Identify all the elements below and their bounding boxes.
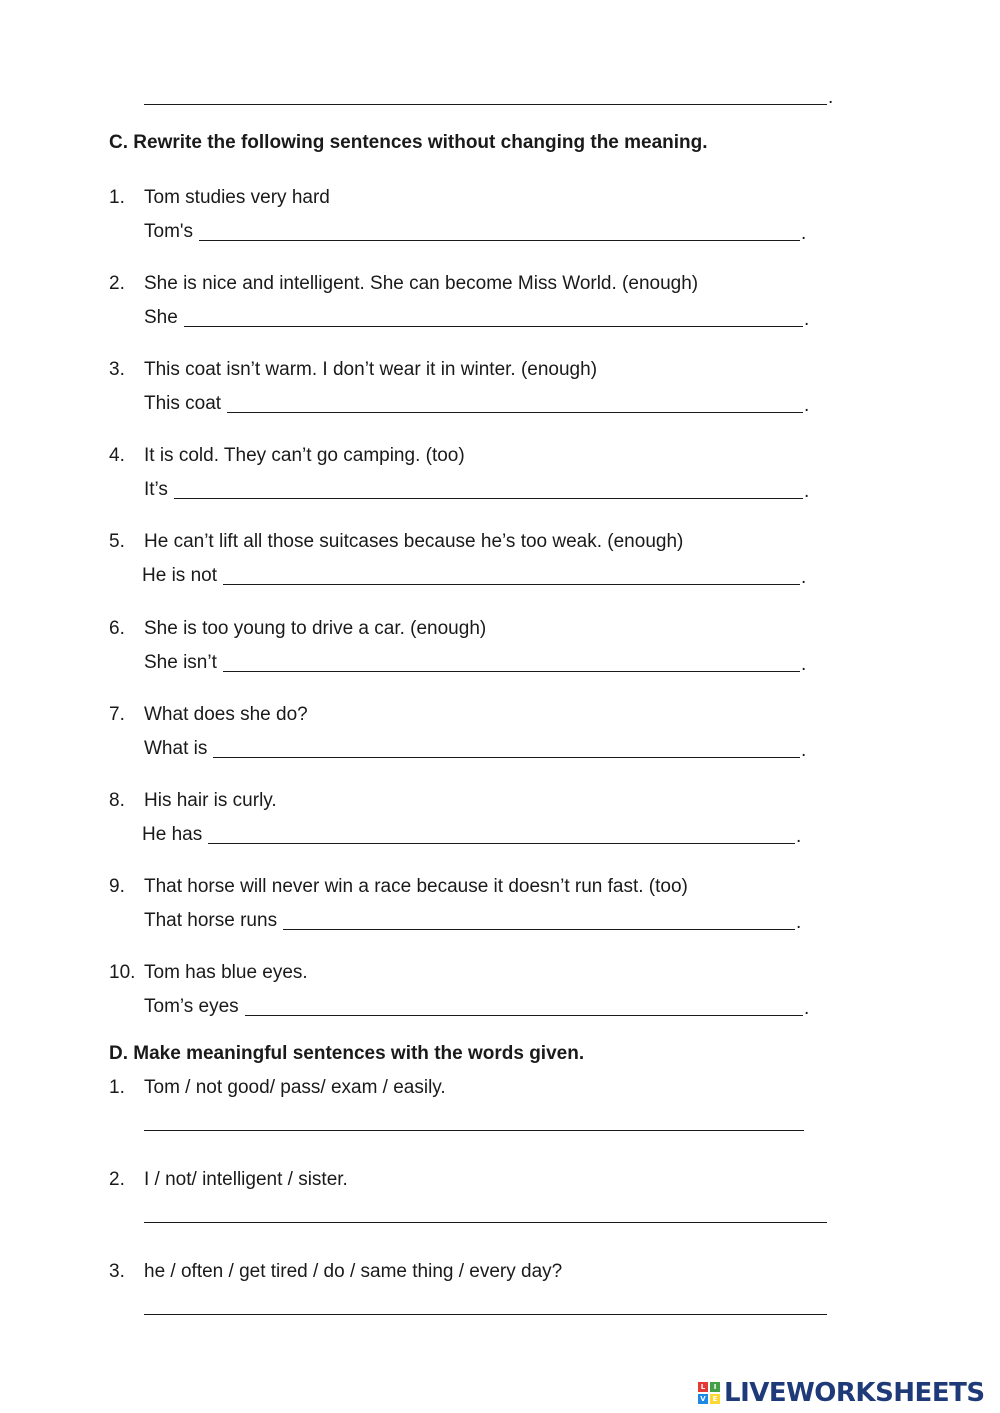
item-prompt: She	[144, 307, 178, 328]
answer-line[interactable]	[227, 412, 803, 413]
logo-mark-letter: E	[710, 1394, 720, 1404]
item-number: 10.	[109, 962, 136, 983]
answer-line[interactable]	[223, 584, 800, 585]
item-prompt: Tom's	[144, 221, 194, 242]
item-sentence: His hair is curly.	[144, 790, 277, 811]
item-words: I / not/ intelligent / sister.	[144, 1169, 348, 1190]
item-sentence: That horse will never win a race because it doesn’t run fast. (too)	[144, 876, 688, 897]
item-number: 2.	[109, 273, 125, 294]
item-sentence: This coat isn’t warm. I don’t wear it in winter. (enough)	[144, 359, 598, 380]
item-number: 3.	[109, 1261, 125, 1282]
item-sentence: She is too young to drive a car. (enough)	[144, 618, 487, 639]
item-number: 1.	[109, 187, 125, 208]
item-number: 9.	[109, 876, 125, 897]
item-sentence: What does she do?	[144, 704, 308, 725]
item-number: 6.	[109, 618, 125, 639]
item-number: 5.	[109, 531, 125, 552]
item-prompt: Tom’s eyes	[144, 996, 239, 1017]
answer-line[interactable]	[184, 326, 803, 327]
answer-line[interactable]	[283, 929, 795, 930]
item-number: 1.	[109, 1077, 125, 1098]
period: .	[828, 87, 834, 108]
item-sentence: Tom studies very hard	[144, 187, 330, 208]
period: .	[804, 998, 810, 1019]
answer-line[interactable]	[174, 498, 803, 499]
period: .	[804, 481, 810, 502]
answer-line[interactable]	[245, 1015, 803, 1016]
item-number: 4.	[109, 445, 125, 466]
item-words: he / often / get tired / do / same thing / every day?	[144, 1261, 563, 1282]
item-prompt: This coat	[144, 393, 222, 414]
item-prompt: It’s	[144, 479, 168, 500]
period: .	[796, 826, 802, 847]
answer-line[interactable]	[144, 1130, 804, 1131]
logo-mark-letter: V	[698, 1394, 708, 1404]
period: .	[801, 567, 807, 588]
item-prompt: He has	[142, 824, 203, 845]
item-sentence: He can’t lift all those suitcases because he’s too weak. (enough)	[144, 531, 684, 552]
item-prompt: He is not	[142, 565, 217, 586]
item-number: 7.	[109, 704, 125, 725]
item-prompt: She isn’t	[144, 652, 217, 673]
item-prompt: What is	[144, 738, 208, 759]
logo-text: LIVEWORKSHEETS	[724, 1378, 985, 1408]
item-words: Tom / not good/ pass/ exam / easily.	[144, 1077, 446, 1098]
item-number: 3.	[109, 359, 125, 380]
period: .	[801, 740, 807, 761]
logo-mark-icon	[698, 1382, 720, 1404]
item-sentence: She is nice and intelligent. She can become Miss World. (enough)	[144, 273, 699, 294]
answer-line[interactable]	[144, 1222, 827, 1223]
answer-line[interactable]	[208, 843, 795, 844]
item-sentence: It is cold. They can’t go camping. (too)	[144, 445, 465, 466]
section-c-title: C. Rewrite the following sentences without changing the meaning.	[109, 132, 708, 153]
item-number: 2.	[109, 1169, 125, 1190]
period: .	[801, 654, 807, 675]
period: .	[796, 912, 802, 933]
logo-mark-letter: I	[710, 1382, 720, 1392]
period: .	[804, 309, 810, 330]
answer-line-previous[interactable]	[144, 104, 827, 105]
liveworksheets-logo	[698, 1378, 985, 1408]
answer-line[interactable]	[144, 1314, 827, 1315]
period: .	[804, 395, 810, 416]
item-number: 8.	[109, 790, 125, 811]
section-d-title: D. Make meaningful sentences with the words given.	[109, 1043, 585, 1064]
answer-line[interactable]	[213, 757, 800, 758]
answer-line[interactable]	[199, 240, 800, 241]
logo-mark-letter: L	[698, 1382, 708, 1392]
answer-line[interactable]	[223, 671, 800, 672]
item-prompt: That horse runs	[144, 910, 278, 931]
period: .	[801, 223, 807, 244]
item-sentence: Tom has blue eyes.	[144, 962, 308, 983]
